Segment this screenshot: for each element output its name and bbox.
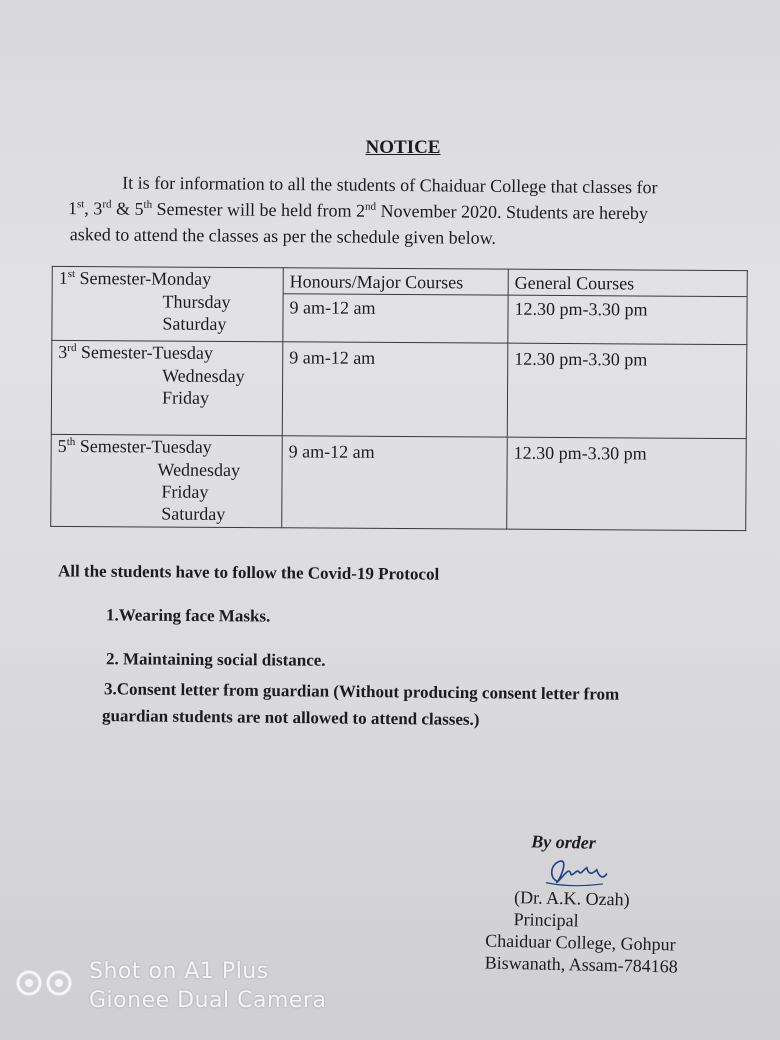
semester-cell <box>51 434 283 527</box>
honours-cell <box>282 342 508 437</box>
protocol-rule-1: 1.Wearing face Masks. <box>105 605 271 626</box>
notice-title: NOTICE <box>365 137 441 158</box>
semester-day: Friday <box>161 481 209 502</box>
semester-day: Wednesday <box>157 459 241 481</box>
semester-cell <box>52 266 283 341</box>
semester-label: 3rd Semester-Tuesday <box>58 341 213 363</box>
general-cell <box>507 437 747 530</box>
intro-line-2: 1st, 3rd & 5th Semester will be held from 2nd November 2020. Students are hereby <box>67 198 649 224</box>
semester-day: Saturday <box>162 313 227 334</box>
semester-day: Wednesday <box>162 365 245 387</box>
general-time: 12.30 pm-3.30 pm <box>514 298 648 320</box>
college-address: Biswanath, Assam-784168 <box>484 952 678 977</box>
by-order-label: By order <box>531 831 596 853</box>
signature-icon <box>486 851 727 890</box>
watermark-line-1: Shot on A1 Plus <box>89 959 269 984</box>
honours-cell <box>283 268 508 343</box>
general-time: 12.30 pm-3.30 pm <box>514 348 648 370</box>
general-cell <box>507 343 747 438</box>
honours-time: 9 am-12 am <box>289 297 376 318</box>
semester-label: 1st Semester-Monday <box>58 267 212 289</box>
intro-line-3: asked to attend the classes as per the schedule given below. <box>69 224 497 248</box>
semester-day: Friday <box>161 387 210 408</box>
protocol-rule-2: 2. Maintaining social distance. <box>105 649 326 670</box>
signature-block <box>485 830 728 979</box>
watermark-line-2: Gionee Dual Camera <box>89 988 327 1013</box>
general-time: 12.30 pm-3.30 pm <box>513 442 647 464</box>
semester-cell <box>51 340 283 435</box>
semester-day: Saturday <box>161 503 226 524</box>
honours-time: 9 am-12 am <box>289 347 376 368</box>
general-header: General Courses <box>509 270 747 297</box>
protocol-rule-3-line-2: guardian students are not allowed to attend classes.) <box>101 706 480 729</box>
semester-label: 5th Semester-Tuesday <box>57 435 212 457</box>
college-name: Chaiduar College, Gohpur <box>485 930 676 955</box>
intro-paragraph <box>67 169 727 253</box>
signatory-role: Principal <box>513 909 579 931</box>
camera-logo-icon <box>14 969 76 1005</box>
honours-cell <box>282 436 508 529</box>
signatory-name: (Dr. A.K. Ozah) <box>513 887 630 910</box>
honours-header: Honours/Major Courses <box>284 268 508 295</box>
general-cell <box>508 269 747 344</box>
honours-time: 9 am-12 am <box>288 441 375 462</box>
table-row <box>52 266 747 344</box>
semester-day: Thursday <box>162 291 231 312</box>
protocol-heading: All the students have to follow the Covid-19 Protocol <box>57 561 440 584</box>
intro-line-1: It is for information to all the students of Chaiduar College that classes for <box>122 172 658 198</box>
table-row <box>51 340 747 438</box>
table-row <box>51 434 747 530</box>
camera-watermark <box>14 957 326 1015</box>
schedule-table <box>50 266 748 531</box>
protocol-rule-3-line-1: 3.Consent letter from guardian (Without producing consent letter from <box>103 679 620 704</box>
